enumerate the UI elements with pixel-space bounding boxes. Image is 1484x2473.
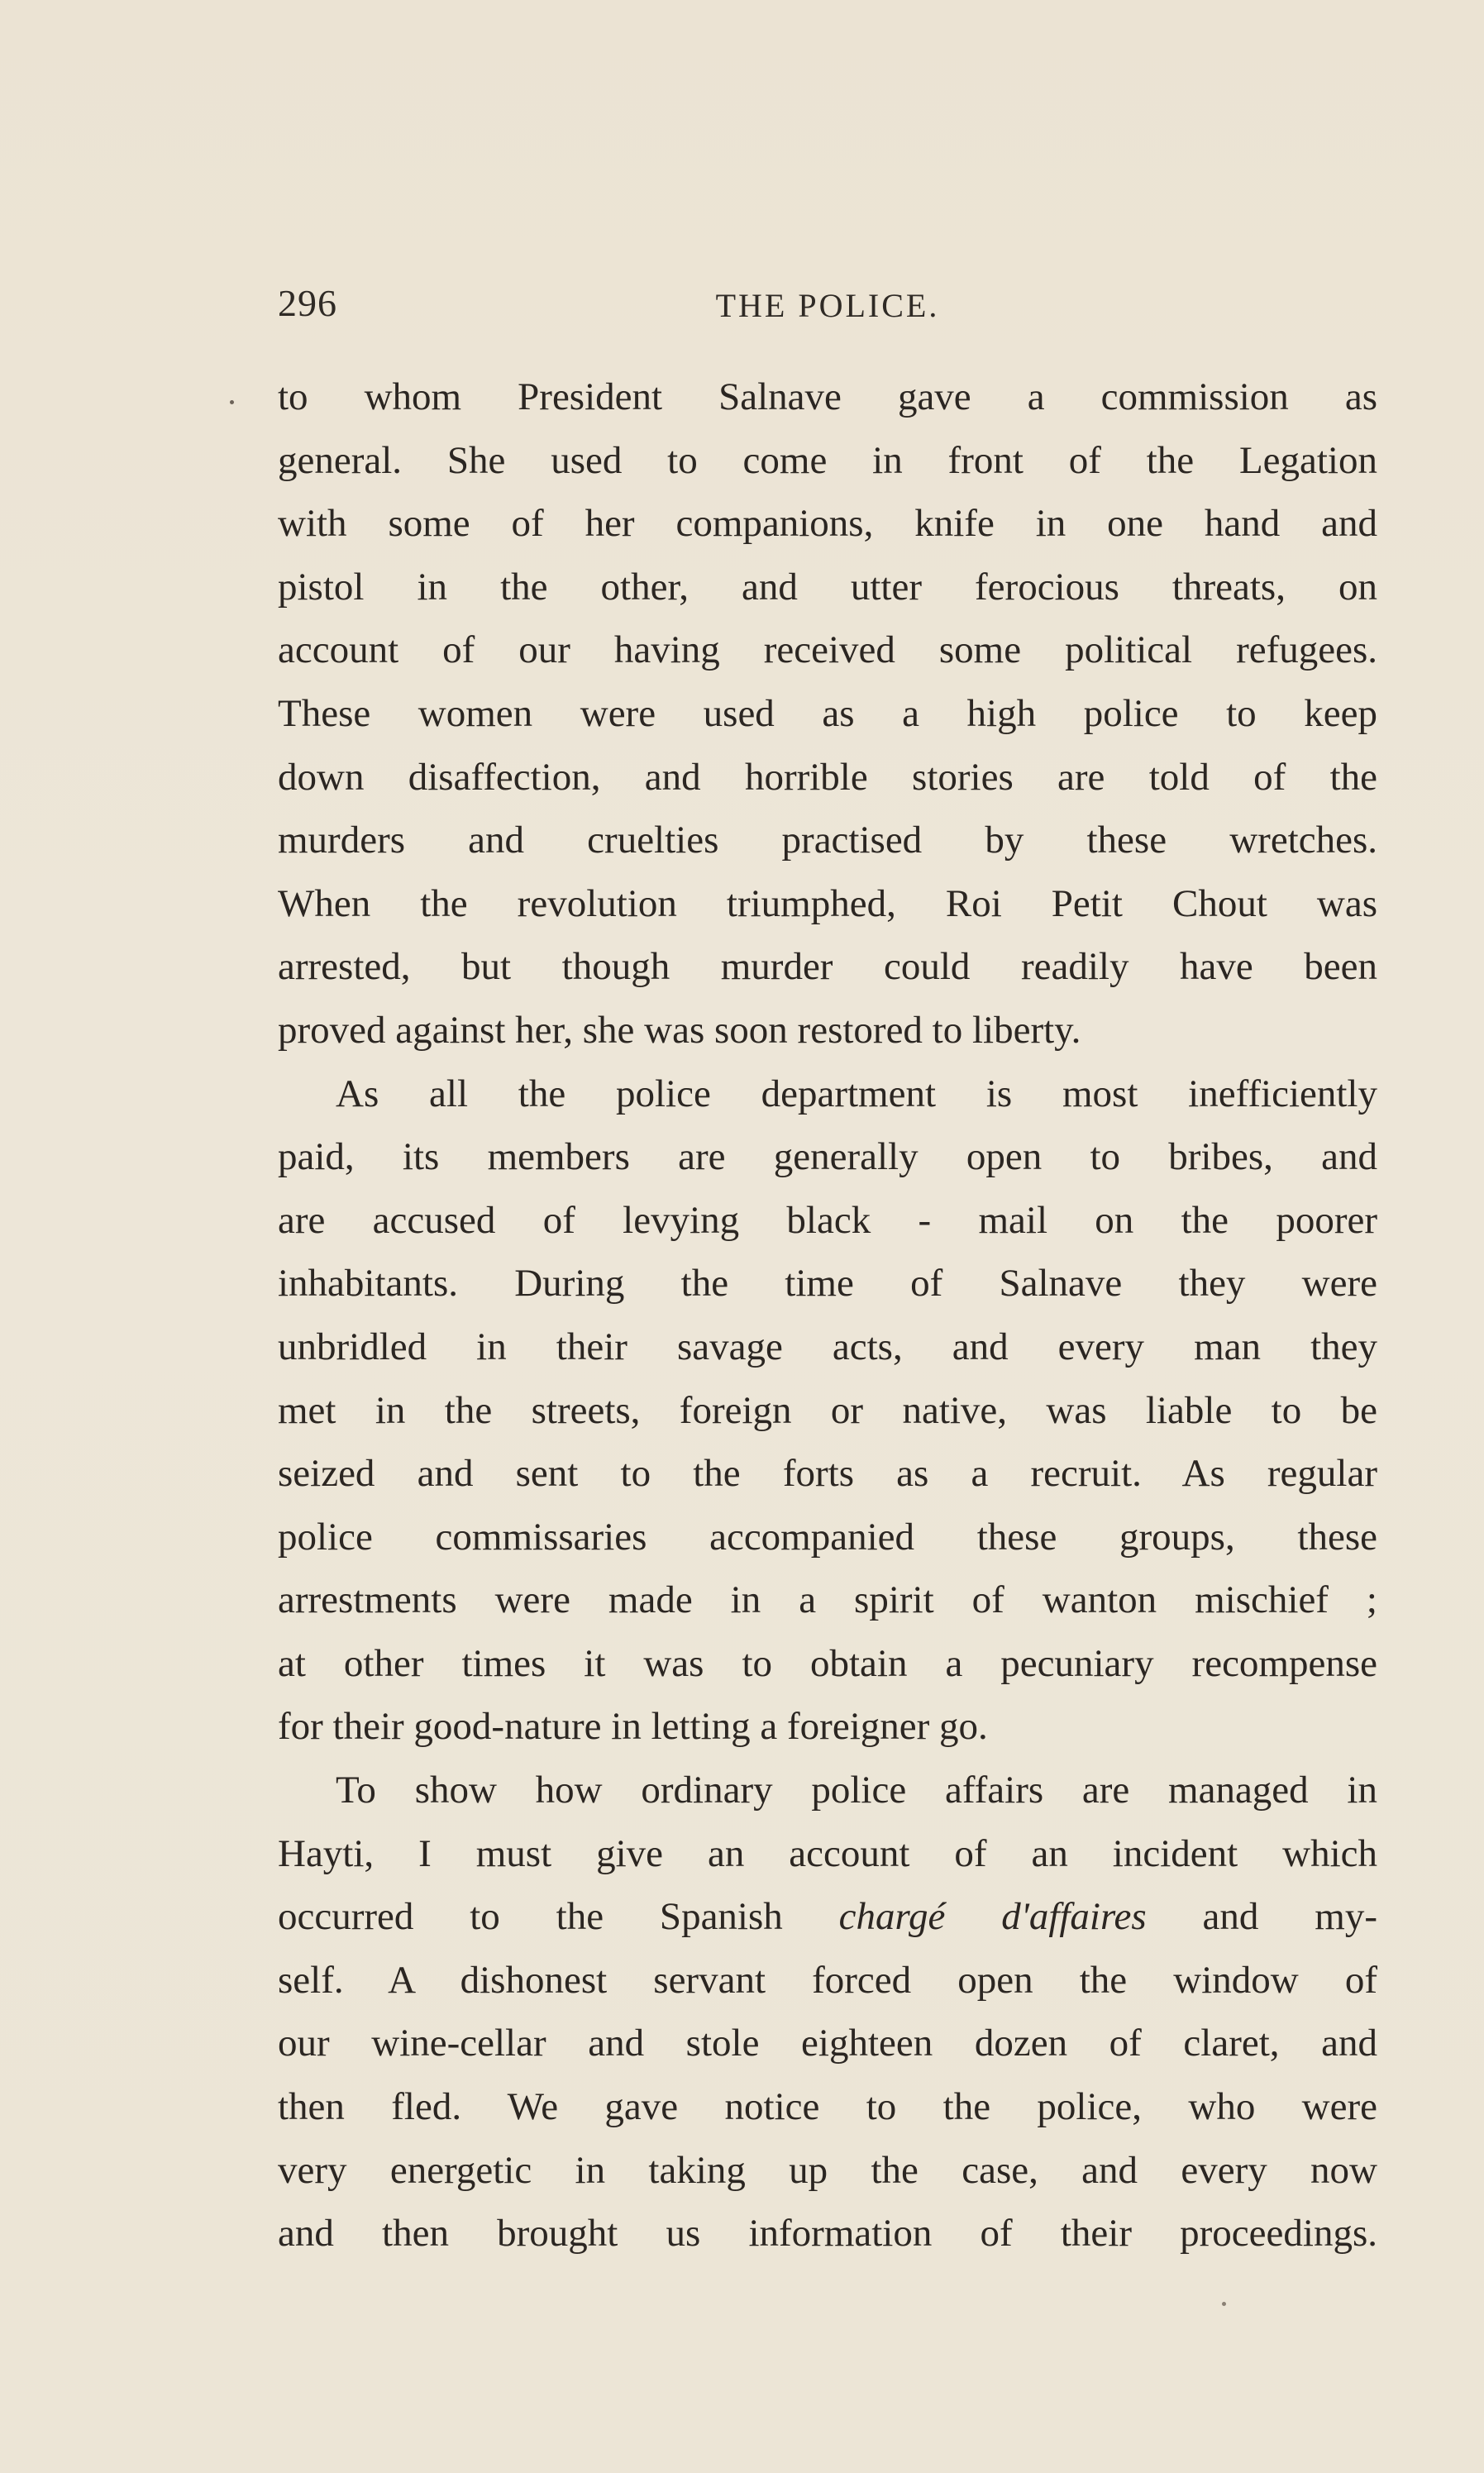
text-line: inhabitants. During the time of Salnave they were	[278, 1262, 1377, 1306]
text-line: pistol in the other, and utter ferocious threats, on	[278, 565, 1377, 609]
text-line: Hayti, I must give an account of an incident which	[278, 1831, 1377, 1875]
text-line: arrestments were made in a spirit of wanton mischief ;	[278, 1578, 1377, 1622]
text-line: seized and sent to the forts as a recruit. As regular	[278, 1452, 1377, 1496]
text-line: with some of her companions, knife in one hand and	[278, 502, 1377, 546]
text-line: account of our having received some political refugees.	[278, 628, 1377, 672]
text-line: and then brought us information of their proceedings.	[278, 2212, 1377, 2256]
text-line: met in the streets, foreign or native, was liable to be	[278, 1388, 1377, 1432]
paragraph-end-line: for their good-nature in letting a foreigner go.	[278, 1705, 988, 1749]
paragraph-first-line: As all the police department is most inefficiently	[336, 1072, 1377, 1115]
italic-phrase: chargé d'affaires	[838, 1895, 1147, 1939]
text-line: When the revolution triumphed, Roi Petit Chout was	[278, 881, 1377, 925]
text-line-with-italic	[278, 1885, 1377, 1949]
text-line: are accused of levying black - mail on the poorer	[278, 1198, 1377, 1242]
text-line: unbridled in their savage acts, and every man they	[278, 1325, 1377, 1368]
paragraph-first-line: To show how ordinary police affairs are managed in	[336, 1769, 1377, 1812]
text-line: very energetic in taking up the case, and every now	[278, 2148, 1377, 2192]
body-text	[278, 365, 1377, 2265]
running-title: THE POLICE.	[715, 287, 940, 324]
text-line: police commissaries accompanied these groups, these	[278, 1515, 1377, 1559]
text-line: general. She used to come in front of the Legation	[278, 438, 1377, 482]
text-line: to whom President Salnave gave a commission as	[278, 375, 1377, 418]
text-line: These women were used as a high police to keep	[278, 691, 1377, 735]
text-line: self. A dishonest servant forced open the window of	[278, 1958, 1377, 2002]
paragraph-end-line: proved against her, she was soon restored to liberty.	[278, 1008, 1081, 1052]
text-line: murders and cruelties practised by these wretches.	[278, 819, 1377, 862]
text-line: at other times it was to obtain a pecuniary recompense	[278, 1641, 1377, 1685]
running-head	[278, 281, 1377, 339]
text-line: then fled. We gave notice to the police, who were	[278, 2085, 1377, 2129]
page-number: 296	[278, 282, 337, 324]
margin-mark	[230, 400, 234, 404]
text-line: our wine-cellar and stole eighteen dozen of claret, and	[278, 2022, 1377, 2065]
text-line: arrested, but though murder could readily have been	[278, 945, 1377, 989]
text-line: down disaffection, and horrible stories are told of the	[278, 755, 1377, 799]
text-segment: and my-	[1146, 1895, 1377, 1939]
paper-speck	[1222, 2302, 1226, 2306]
text-line: paid, its members are generally open to bribes, and	[278, 1135, 1377, 1179]
text-segment: occurred to the Spanish	[278, 1895, 839, 1939]
